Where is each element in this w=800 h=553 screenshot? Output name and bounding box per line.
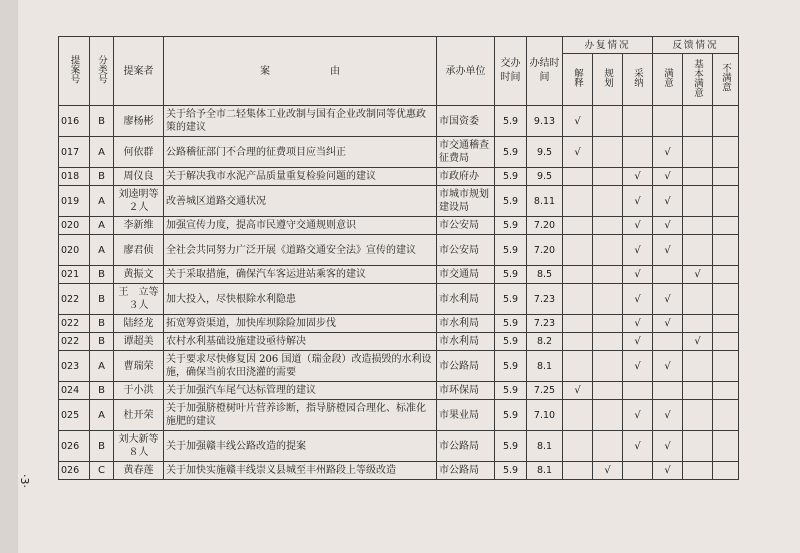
cell-subject: 关于要求尽快修复因 206 国道（瑞金段）改造损毁的水利设施，确保当前农田浇灌的需要 [164, 351, 437, 382]
cell-reply-plan [593, 106, 623, 137]
cell-feedback-satisfied [653, 168, 683, 186]
cell-reply-plan [593, 186, 623, 217]
cell-assigned-date: 5.9 [495, 333, 527, 351]
cell-dept: 市环保局 [437, 382, 495, 400]
cell-completed-date: 8.1 [527, 431, 563, 462]
cell-reply-adopt [623, 382, 653, 400]
cell-subject: 加强宣传力度，提高市民遵守交通规则意识 [164, 217, 437, 235]
cell-category: B [90, 431, 114, 462]
cell-category: B [90, 315, 114, 333]
cell-feedback-basic [683, 137, 713, 168]
cell-category: A [90, 400, 114, 431]
check-mark-icon: √ [634, 269, 641, 280]
cell-subject: 关于加强汽车尾气达标管理的建议 [164, 382, 437, 400]
cell-proposal-no: 020 [59, 235, 90, 266]
cell-reply-explain [563, 333, 593, 351]
check-mark-icon: √ [664, 244, 671, 256]
cell-feedback-basic [683, 217, 713, 235]
cell-category: A [90, 235, 114, 266]
cell-feedback-basic [683, 186, 713, 217]
cell-subject: 关于采取措施，确保汽车客运进站乘客的建议 [164, 266, 437, 284]
cell-subject: 拓宽筹资渠道，加快库坝除险加固步伐 [164, 315, 437, 333]
cell-feedback-satisfied [653, 284, 683, 315]
header-reply-plan: 规划 [593, 54, 623, 106]
check-mark-icon: √ [634, 336, 641, 347]
check-mark-icon: √ [664, 195, 671, 207]
cell-proposal-no: 022 [59, 284, 90, 315]
cell-feedback-unsatisfied [713, 168, 739, 186]
header-feedback-basic: 基本满意 [683, 54, 713, 106]
table-row [59, 217, 739, 235]
cell-proposer: 何依群 [114, 137, 164, 168]
cell-proposal-no: 016 [59, 106, 90, 137]
cell-feedback-satisfied [653, 186, 683, 217]
header-no: 提案号 [59, 37, 90, 106]
cell-reply-adopt [623, 217, 653, 235]
table-row [59, 284, 739, 315]
table-row [59, 351, 739, 382]
cell-feedback-basic [683, 235, 713, 266]
cell-reply-explain [563, 217, 593, 235]
cell-proposal-no: 017 [59, 137, 90, 168]
cell-feedback-basic [683, 106, 713, 137]
cell-feedback-satisfied [653, 462, 683, 480]
cell-reply-plan [593, 351, 623, 382]
cell-subject: 关于给予全市二轻集体工业改制与国有企业改制同等优惠政策的建议 [164, 106, 437, 137]
cell-subject: 加大投入，尽快根除水利隐患 [164, 284, 437, 315]
table-row [59, 235, 739, 266]
cell-feedback-satisfied [653, 333, 683, 351]
cell-category: B [90, 333, 114, 351]
cell-dept: 市城市规划建设局 [437, 186, 495, 217]
cell-reply-adopt [623, 462, 653, 480]
cell-feedback-basic [683, 315, 713, 333]
cell-reply-explain [563, 137, 593, 168]
cell-feedback-satisfied [653, 235, 683, 266]
cell-subject: 全社会共同努力广泛开展《道路交通安全法》宣传的建议 [164, 235, 437, 266]
cell-feedback-basic [683, 266, 713, 284]
cell-feedback-satisfied [653, 382, 683, 400]
cell-dept: 市公路局 [437, 462, 495, 480]
cell-proposer: 刘逵明等２人 [114, 186, 164, 217]
check-mark-icon: √ [664, 318, 671, 329]
cell-reply-explain [563, 284, 593, 315]
cell-completed-date: 8.11 [527, 186, 563, 217]
cell-feedback-unsatisfied [713, 315, 739, 333]
cell-completed-date: 7.20 [527, 235, 563, 266]
header-feedback-satisfied: 满意 [653, 54, 683, 106]
cell-proposer: 黄振文 [114, 266, 164, 284]
cell-reply-adopt [623, 284, 653, 315]
cell-completed-date: 7.20 [527, 217, 563, 235]
cell-proposal-no: 021 [59, 266, 90, 284]
check-mark-icon: √ [664, 220, 671, 231]
cell-subject: 关于加强赣丰线公路改造的提案 [164, 431, 437, 462]
cell-proposer: 王 立等３人 [114, 284, 164, 315]
cell-completed-date: 7.23 [527, 284, 563, 315]
check-mark-icon: √ [574, 146, 581, 158]
cell-reply-adopt [623, 333, 653, 351]
cell-reply-plan [593, 217, 623, 235]
cell-feedback-unsatisfied [713, 462, 739, 480]
cell-proposal-no: 019 [59, 186, 90, 217]
cell-completed-date: 7.10 [527, 400, 563, 431]
check-mark-icon: √ [664, 293, 671, 305]
cell-feedback-satisfied [653, 431, 683, 462]
cell-completed-date: 8.2 [527, 333, 563, 351]
table-row [59, 333, 739, 351]
header-feedback-unsatisfied: 不满意 [713, 54, 739, 106]
cell-completed-date: 8.1 [527, 462, 563, 480]
table-row [59, 186, 739, 217]
cell-proposal-no: 022 [59, 333, 90, 351]
check-mark-icon: √ [634, 220, 641, 231]
table-row [59, 382, 739, 400]
cell-reply-adopt [623, 168, 653, 186]
check-mark-icon: √ [634, 409, 641, 421]
cell-dept: 市公安局 [437, 217, 495, 235]
cell-feedback-unsatisfied [713, 137, 739, 168]
table-row [59, 137, 739, 168]
table-row [59, 266, 739, 284]
cell-subject: 公路稽征部门不合理的征费项目应当纠正 [164, 137, 437, 168]
cell-subject: 关于解决我市水泥产品质量重复检验问题的建议 [164, 168, 437, 186]
cell-proposer: 周仪良 [114, 168, 164, 186]
check-mark-icon: √ [634, 171, 641, 182]
cell-proposer: 李新维 [114, 217, 164, 235]
cell-dept: 市国资委 [437, 106, 495, 137]
check-mark-icon: √ [694, 336, 701, 347]
header-dept: 承办单位 [437, 37, 495, 106]
check-mark-icon: √ [664, 465, 671, 476]
cell-category: A [90, 137, 114, 168]
check-mark-icon: √ [634, 195, 641, 207]
cell-subject: 改善城区道路交通状况 [164, 186, 437, 217]
cell-feedback-unsatisfied [713, 266, 739, 284]
cell-category: B [90, 382, 114, 400]
cell-feedback-satisfied [653, 315, 683, 333]
cell-assigned-date: 5.9 [495, 106, 527, 137]
cell-category: B [90, 106, 114, 137]
table-row [59, 400, 739, 431]
cell-assigned-date: 5.9 [495, 235, 527, 266]
cell-reply-explain [563, 106, 593, 137]
cell-proposal-no: 023 [59, 351, 90, 382]
cell-completed-date: 9.5 [527, 168, 563, 186]
cell-proposer: 于小洪 [114, 382, 164, 400]
cell-reply-adopt [623, 351, 653, 382]
cell-feedback-basic [683, 351, 713, 382]
cell-proposer: 杜开荣 [114, 400, 164, 431]
cell-feedback-basic [683, 333, 713, 351]
cell-dept: 市公路局 [437, 431, 495, 462]
cell-subject: 关于加强脐橙树叶片营养诊断，指导脐橙园合理化、标准化施肥的建议 [164, 400, 437, 431]
cell-assigned-date: 5.9 [495, 462, 527, 480]
cell-category: B [90, 284, 114, 315]
cell-assigned-date: 5.9 [495, 351, 527, 382]
cell-reply-plan [593, 284, 623, 315]
cell-reply-explain [563, 462, 593, 480]
cell-feedback-satisfied [653, 106, 683, 137]
cell-reply-plan [593, 382, 623, 400]
cell-reply-plan [593, 168, 623, 186]
cell-dept: 市果业局 [437, 400, 495, 431]
cell-proposer: 刘大新等８人 [114, 431, 164, 462]
cell-dept: 市政府办 [437, 168, 495, 186]
header-feedback-group: 反馈情况 [653, 37, 739, 54]
cell-feedback-basic [683, 431, 713, 462]
cell-assigned-date: 5.9 [495, 266, 527, 284]
cell-feedback-basic [683, 382, 713, 400]
cell-proposal-no: 026 [59, 431, 90, 462]
cell-reply-adopt [623, 266, 653, 284]
cell-proposal-no: 025 [59, 400, 90, 431]
cell-dept: 市公路局 [437, 351, 495, 382]
cell-reply-plan [593, 431, 623, 462]
cell-reply-adopt [623, 137, 653, 168]
check-mark-icon: √ [634, 318, 641, 329]
check-mark-icon: √ [664, 171, 671, 182]
cell-completed-date: 7.23 [527, 315, 563, 333]
cell-feedback-satisfied [653, 400, 683, 431]
cell-dept: 市水利局 [437, 284, 495, 315]
cell-proposal-no: 024 [59, 382, 90, 400]
cell-completed-date: 8.1 [527, 351, 563, 382]
table-row [59, 168, 739, 186]
cell-feedback-unsatisfied [713, 217, 739, 235]
cell-feedback-unsatisfied [713, 106, 739, 137]
cell-reply-explain [563, 431, 593, 462]
cell-assigned-date: 5.9 [495, 431, 527, 462]
header-assigned: 交办时间 [495, 37, 527, 106]
cell-feedback-satisfied [653, 266, 683, 284]
check-mark-icon: √ [664, 440, 671, 452]
header-subject: 案 由 [164, 37, 437, 106]
check-mark-icon: √ [574, 115, 581, 127]
cell-feedback-unsatisfied [713, 382, 739, 400]
page-number: ·3· [18, 474, 31, 488]
cell-feedback-unsatisfied [713, 333, 739, 351]
cell-feedback-unsatisfied [713, 351, 739, 382]
check-mark-icon: √ [694, 269, 701, 280]
cell-completed-date: 9.13 [527, 106, 563, 137]
cell-dept: 市交通稽查征费局 [437, 137, 495, 168]
cell-reply-adopt [623, 235, 653, 266]
cell-feedback-satisfied [653, 217, 683, 235]
cell-feedback-satisfied [653, 137, 683, 168]
cell-completed-date: 9.5 [527, 137, 563, 168]
cell-reply-plan [593, 333, 623, 351]
cell-feedback-basic [683, 168, 713, 186]
cell-reply-explain [563, 186, 593, 217]
cell-assigned-date: 5.9 [495, 315, 527, 333]
header-proposer: 提案者 [114, 37, 164, 106]
cell-subject: 农村水利基础设施建设亟待解决 [164, 333, 437, 351]
cell-feedback-satisfied [653, 351, 683, 382]
cell-completed-date: 7.25 [527, 382, 563, 400]
cell-dept: 市交通局 [437, 266, 495, 284]
cell-subject: 关于加快实施赣丰线崇义县城至丰州路段上等级改造 [164, 462, 437, 480]
cell-reply-plan [593, 137, 623, 168]
cell-reply-explain [563, 168, 593, 186]
cell-category: B [90, 168, 114, 186]
cell-dept: 市水利局 [437, 315, 495, 333]
cell-assigned-date: 5.9 [495, 382, 527, 400]
cell-feedback-basic [683, 284, 713, 315]
cell-category: C [90, 462, 114, 480]
cell-reply-plan [593, 315, 623, 333]
cell-proposer: 陆经龙 [114, 315, 164, 333]
cell-category: B [90, 266, 114, 284]
cell-reply-explain [563, 315, 593, 333]
header-reply-explain: 解释 [563, 54, 593, 106]
cell-assigned-date: 5.9 [495, 186, 527, 217]
table-row [59, 431, 739, 462]
cell-proposal-no: 026 [59, 462, 90, 480]
cell-reply-adopt [623, 400, 653, 431]
cell-proposal-no: 020 [59, 217, 90, 235]
cell-completed-date: 8.5 [527, 266, 563, 284]
cell-reply-explain [563, 266, 593, 284]
cell-dept: 市公安局 [437, 235, 495, 266]
cell-reply-adopt [623, 186, 653, 217]
cell-proposer: 廖君侦 [114, 235, 164, 266]
check-mark-icon: √ [634, 360, 641, 372]
scan-gutter [0, 0, 18, 553]
cell-reply-plan [593, 266, 623, 284]
cell-feedback-unsatisfied [713, 235, 739, 266]
table-row [59, 315, 739, 333]
cell-reply-plan [593, 235, 623, 266]
cell-feedback-unsatisfied [713, 400, 739, 431]
cell-reply-adopt [623, 315, 653, 333]
proposal-table [58, 36, 739, 480]
cell-reply-explain [563, 351, 593, 382]
cell-reply-explain [563, 235, 593, 266]
cell-assigned-date: 5.9 [495, 284, 527, 315]
cell-proposal-no: 018 [59, 168, 90, 186]
cell-proposer: 谭超美 [114, 333, 164, 351]
check-mark-icon: √ [664, 360, 671, 372]
check-mark-icon: √ [664, 146, 671, 158]
cell-reply-adopt [623, 106, 653, 137]
cell-proposer: 曹瑞荣 [114, 351, 164, 382]
cell-feedback-unsatisfied [713, 431, 739, 462]
cell-feedback-basic [683, 400, 713, 431]
cell-assigned-date: 5.9 [495, 168, 527, 186]
cell-dept: 市水利局 [437, 333, 495, 351]
cell-reply-explain [563, 400, 593, 431]
cell-assigned-date: 5.9 [495, 137, 527, 168]
cell-assigned-date: 5.9 [495, 400, 527, 431]
cell-proposal-no: 022 [59, 315, 90, 333]
cell-assigned-date: 5.9 [495, 217, 527, 235]
check-mark-icon: √ [634, 440, 641, 452]
header-category: 分类号 [90, 37, 114, 106]
cell-proposer: 廖杨彬 [114, 106, 164, 137]
check-mark-icon: √ [604, 465, 611, 476]
check-mark-icon: √ [634, 244, 641, 256]
header-reply-group: 办复情况 [563, 37, 653, 54]
cell-feedback-basic [683, 462, 713, 480]
cell-reply-plan [593, 462, 623, 480]
cell-category: A [90, 351, 114, 382]
check-mark-icon: √ [664, 409, 671, 421]
check-mark-icon: √ [574, 385, 581, 396]
cell-feedback-unsatisfied [713, 186, 739, 217]
cell-reply-adopt [623, 431, 653, 462]
check-mark-icon: √ [634, 293, 641, 305]
table-row [59, 106, 739, 137]
cell-reply-plan [593, 400, 623, 431]
cell-reply-explain [563, 382, 593, 400]
header-completed: 办结时间 [527, 37, 563, 106]
table-row [59, 462, 739, 480]
cell-category: A [90, 217, 114, 235]
header-reply-adopt: 采纳 [623, 54, 653, 106]
cell-proposer: 黄春莲 [114, 462, 164, 480]
cell-category: A [90, 186, 114, 217]
cell-feedback-unsatisfied [713, 284, 739, 315]
